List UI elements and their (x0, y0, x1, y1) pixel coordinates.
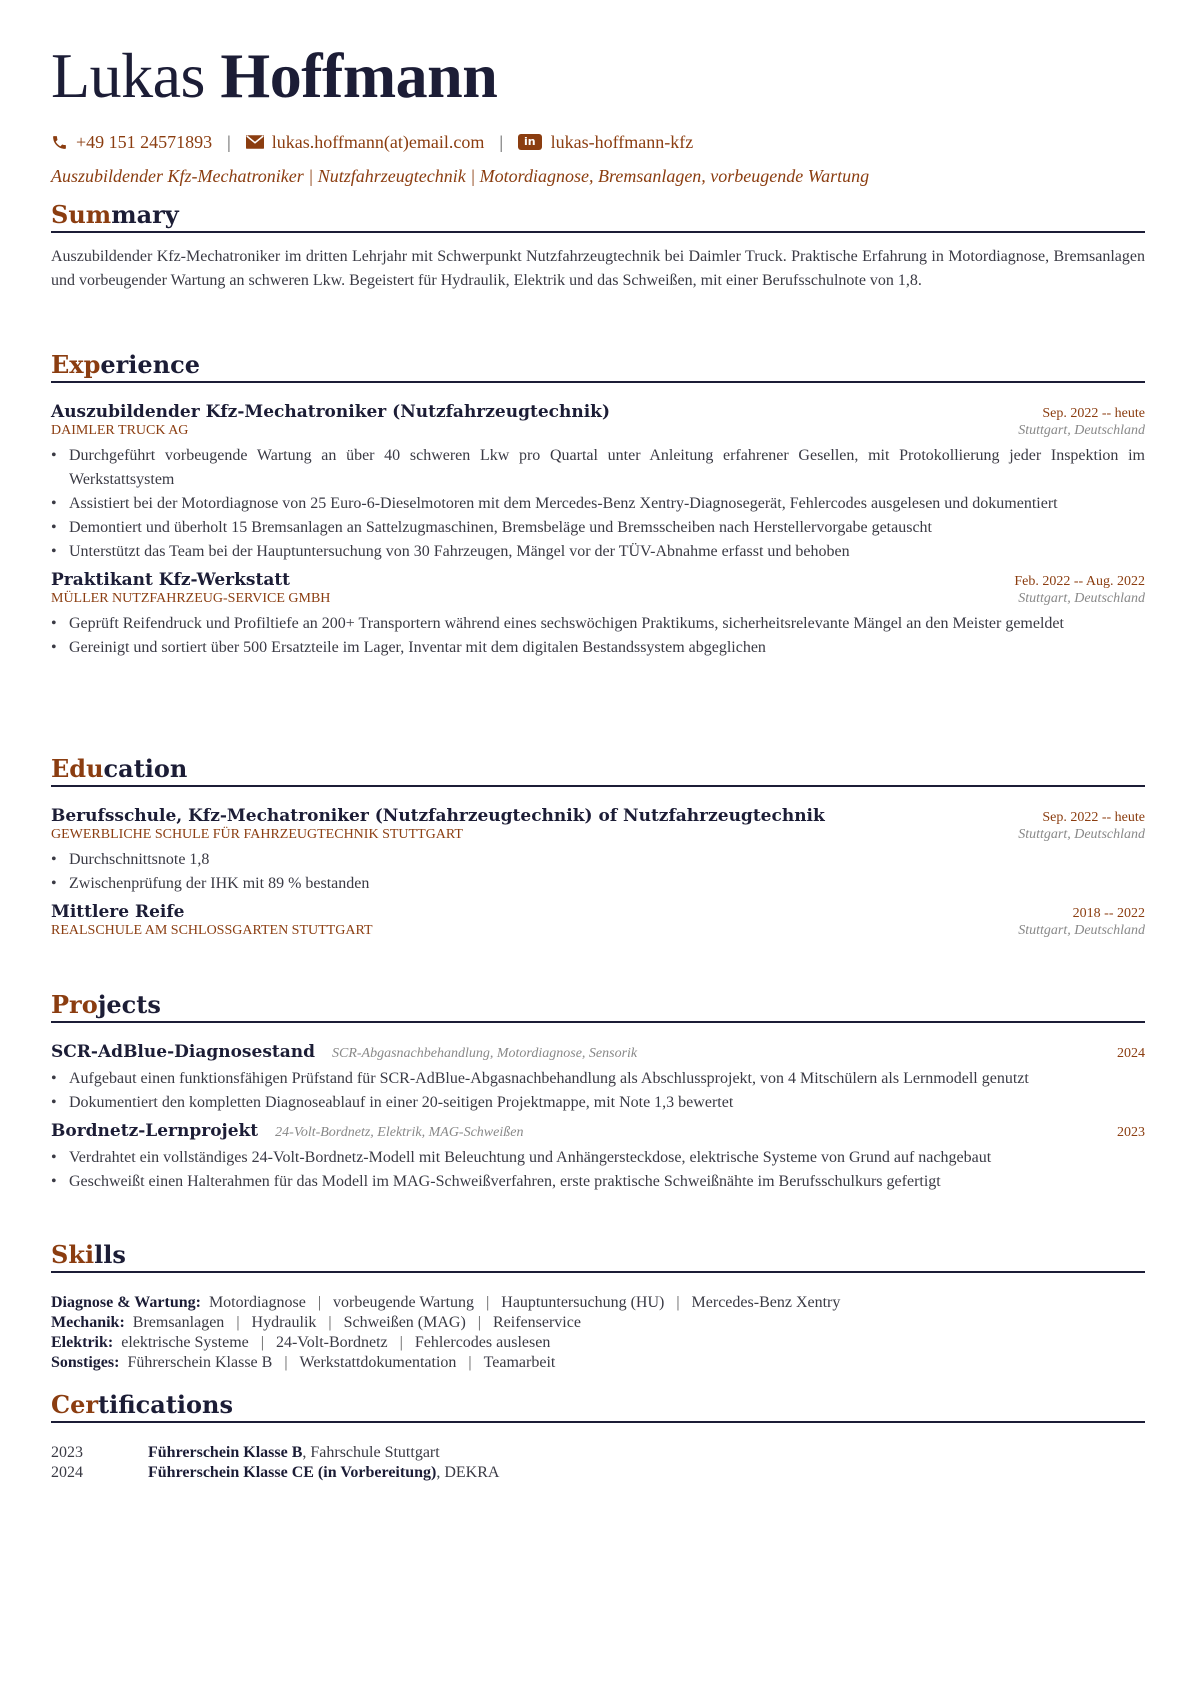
school-location: Stuttgart, Deutschland (1018, 827, 1145, 842)
project-bullets (51, 1146, 1145, 1194)
skill-separator: | (317, 1294, 322, 1311)
section-title-highlight: Ski (51, 1240, 95, 1269)
skill-item: Werkstattdokumentation (299, 1354, 457, 1371)
list-item: • Assistiert bei der Motordiagnose von 25 Euro-6-Dieselmotoren mit dem Mercedes-Benz Xentry-Diagnosegerät, Fehlercodes ausgelesen und dokumentiert (51, 492, 1145, 516)
section-title-rest: erience (100, 350, 201, 379)
section-title-education (51, 754, 1145, 787)
skill-item: Fehlercodes auslesen (414, 1334, 551, 1351)
skill-item: Reifenservice (493, 1314, 581, 1331)
section-title-certifications (51, 1390, 1145, 1423)
cert-title: Führerschein Klasse B (148, 1444, 303, 1461)
project-entry (51, 1121, 1145, 1194)
email-icon (246, 135, 264, 149)
section-title-rest: lls (94, 1240, 126, 1269)
school-name: REALSCHULE AM SCHLOSSGARTEN STUTTGART (51, 923, 373, 938)
section-title-summary (51, 200, 1145, 233)
projects-section (51, 990, 1145, 1194)
first-name: Lukas (51, 40, 205, 111)
job-date: Sep. 2022 -- heute (1042, 406, 1145, 421)
phone-contact[interactable] (51, 132, 212, 153)
education-entry (51, 902, 1145, 939)
section-title-rest: mary (111, 200, 179, 229)
job-date: Feb. 2022 -- Aug. 2022 (1014, 574, 1145, 589)
email-address: lukas.hoffmann(at)email.com (271, 131, 485, 152)
skill-separator: | (284, 1354, 288, 1371)
linkedin-contact[interactable] (518, 132, 693, 153)
last-name: Hoffmann (220, 40, 498, 111)
skills-row (51, 1313, 1145, 1333)
project-date: 2023 (1117, 1125, 1145, 1140)
employer: DAIMLER TRUCK AG (51, 423, 189, 438)
skill-category: Diagnose & Wartung: (51, 1294, 201, 1311)
skill-item: Führerschein Klasse B (127, 1354, 273, 1371)
list-item: • Durchgeführt vorbeugende Wartung an über 40 schweren Lkw pro Quartal unter Anleitung erfahrener Gesellen, mit Protokollierung jeder Inspektion im Werkstattsystem (51, 444, 1145, 492)
project-entry (51, 1042, 1145, 1115)
skill-item: 24-Volt-Bordnetz (275, 1334, 388, 1351)
list-item: • Aufgebaut einen funktionsfähigen Prüfstand für SCR-AdBlue-Abgasnachbehandlung als Abschlussprojekt, von 4 Mitschülern als Lernmodell genutzt (51, 1067, 1145, 1091)
contact-separator: | (227, 131, 231, 152)
school-name: GEWERBLICHE SCHULE FÜR FAHRZEUGTECHNIK STUTTGART (51, 827, 463, 842)
education-bullets (51, 848, 1145, 896)
experience-section (51, 350, 1145, 660)
job-bullets (51, 612, 1145, 660)
school-location: Stuttgart, Deutschland (1018, 923, 1145, 938)
contact-line (51, 129, 1145, 155)
skill-separator: | (260, 1334, 264, 1351)
skill-category: Sonstiges: (51, 1354, 120, 1371)
skills-row (51, 1333, 1145, 1353)
skill-separator: | (486, 1294, 490, 1311)
section-title-skills (51, 1240, 1145, 1273)
cert-year: 2024 (51, 1464, 83, 1481)
section-title-highlight: Cer (51, 1390, 99, 1419)
project-tags: 24-Volt-Bordnetz, Elektrik, MAG-Schweißen (275, 1125, 524, 1140)
degree-title: Mittlere Reife (51, 902, 185, 922)
summary-section (51, 200, 1145, 293)
skill-category: Elektrik: (51, 1334, 114, 1351)
headline-tagline: Auszubildender Kfz-Mechatroniker | Nutzfahrzeugtechnik | Motordiagnose, Bremsanlagen, vorbeugende Wartung (51, 166, 870, 186)
linkedin-icon: in (518, 134, 542, 150)
skill-item: Hydraulik (251, 1314, 317, 1331)
phone-number: +49 151 24571893 (76, 131, 213, 152)
section-title-highlight: Exp (51, 350, 101, 379)
education-date: Sep. 2022 -- heute (1042, 810, 1145, 825)
skill-separator: | (468, 1354, 472, 1371)
certification-row (51, 1463, 1145, 1483)
skill-separator: | (477, 1314, 481, 1331)
skill-separator: | (236, 1314, 240, 1331)
summary-text: Auszubildender Kfz-Mechatroniker im dritten Lehrjahr mit Schwerpunkt Nutzfahrzeugtechnik bei Daimler Truck. Praktische Erfahrung in Motordiagnose, Bremsanlagen und vorbeugender Wartung an schweren Lkw. Begeistert für Hydraulik, Elektrik und das Schweißen, mit einer Berufsschulnote von 1,8. (51, 248, 1145, 289)
project-bullets (51, 1067, 1145, 1115)
section-title-rest: tifications (98, 1390, 234, 1419)
list-item: • Demontiert und überholt 15 Bremsanlagen an Sattelzugmaschinen, Bremsbeläge und Bremsscheiben nach Herstellervorgabe getauscht (51, 516, 1145, 540)
cert-issuer: , DEKRA (436, 1464, 500, 1481)
experience-entry (51, 570, 1145, 660)
skill-separator: | (676, 1294, 680, 1311)
linkedin-handle: lukas-hoffmann-kfz (550, 131, 694, 152)
job-title: Auszubildender Kfz-Mechatroniker (Nutzfahrzeugtechnik) (51, 402, 610, 422)
skill-item: Mercedes-Benz Xentry (691, 1294, 841, 1311)
phone-icon (51, 134, 68, 151)
skill-separator: | (399, 1334, 403, 1351)
section-title-highlight: Sum (51, 200, 112, 229)
project-title: SCR-AdBlue-Diagnosestand (51, 1042, 315, 1062)
degree-title: Berufsschule, Kfz-Mechatroniker (Nutzfahrzeugtechnik) of Nutzfahrzeugtechnik (51, 806, 825, 826)
section-title-highlight: Pro (51, 990, 98, 1019)
list-item: • Geprüft Reifendruck und Profiltiefe an 200+ Transportern während eines sechswöchigen Praktikums, sicherheitsrelevante Mängel an den Meister gemeldet (51, 612, 1145, 636)
skills-row (51, 1293, 1145, 1313)
section-title-highlight: Edu (51, 754, 104, 783)
job-title: Praktikant Kfz-Werkstatt (51, 570, 291, 590)
certification-row (51, 1443, 1145, 1463)
skill-category: Mechanik: (51, 1314, 125, 1331)
section-title-experience (51, 350, 1145, 383)
project-tags: SCR-Abgasnachbehandlung, Motordiagnose, Sensorik (332, 1046, 638, 1061)
project-date: 2024 (1117, 1046, 1145, 1061)
contact-separator: | (499, 131, 503, 152)
certifications-section (51, 1390, 1145, 1483)
skill-item: Teamarbeit (483, 1354, 556, 1371)
project-title: Bordnetz-Lernprojekt (51, 1121, 259, 1141)
skill-separator: | (328, 1314, 332, 1331)
section-title-rest: jects (97, 990, 161, 1019)
skill-item: Schweißen (MAG) (343, 1314, 466, 1331)
skill-item: Bremsanlagen (132, 1314, 225, 1331)
cert-year: 2023 (51, 1444, 83, 1461)
list-item: • Unterstützt das Team bei der Hauptuntersuchung von 30 Fahrzeugen, Mängel vor der TÜV-Abnahme erfasst und behoben (51, 540, 1145, 564)
education-section (51, 754, 1145, 939)
skill-item: vorbeugende Wartung (333, 1294, 475, 1311)
employer: MÜLLER NUTZFAHRZEUG-SERVICE GMBH (51, 591, 331, 606)
list-item: • Gereinigt und sortiert über 500 Ersatzteile im Lager, Inventar mit dem digitalen Bestandssystem abgeglichen (51, 636, 1145, 660)
skill-item: elektrische Systeme (121, 1334, 249, 1351)
list-item: • Geschweißt einen Halterahmen für das Modell im MAG-Schweißverfahren, erste praktische Schweißnähte im Berufsschulkurs gefertigt (51, 1170, 1145, 1194)
candidate-name (51, 40, 1145, 118)
list-item: • Zwischenprüfung der IHK mit 89 % bestanden (51, 872, 1145, 896)
email-contact[interactable] (246, 132, 485, 153)
list-item: • Dokumentiert den kompletten Diagnoseablauf in einer 20-seitigen Projektmappe, mit Note 1,3 bewertet (51, 1091, 1145, 1115)
section-title-rest: cation (103, 754, 188, 783)
job-bullets (51, 444, 1145, 564)
skills-list (51, 1293, 1145, 1373)
experience-entry (51, 402, 1145, 564)
cert-issuer: , Fahrschule Stuttgart (302, 1444, 440, 1461)
section-title-projects (51, 990, 1145, 1023)
resume-page (51, 28, 1145, 1481)
certifications-list (51, 1443, 1145, 1483)
skill-item: Motordiagnose (208, 1294, 306, 1311)
skill-item: Hauptuntersuchung (HU) (501, 1294, 665, 1311)
job-location: Stuttgart, Deutschland (1018, 423, 1145, 438)
skills-row (51, 1353, 1145, 1373)
education-date: 2018 -- 2022 (1072, 906, 1145, 921)
job-location: Stuttgart, Deutschland (1018, 591, 1145, 606)
education-entry (51, 806, 1145, 896)
list-item: • Verdrahtet ein vollständiges 24-Volt-Bordnetz-Modell mit Beleuchtung und Anhängersteckdose, elektrische Systeme von Grund auf nachgebaut (51, 1146, 1145, 1170)
list-item: • Durchschnittsnote 1,8 (51, 848, 1145, 872)
skills-section (51, 1240, 1145, 1373)
cert-title: Führerschein Klasse CE (in Vorbereitung) (148, 1464, 437, 1481)
